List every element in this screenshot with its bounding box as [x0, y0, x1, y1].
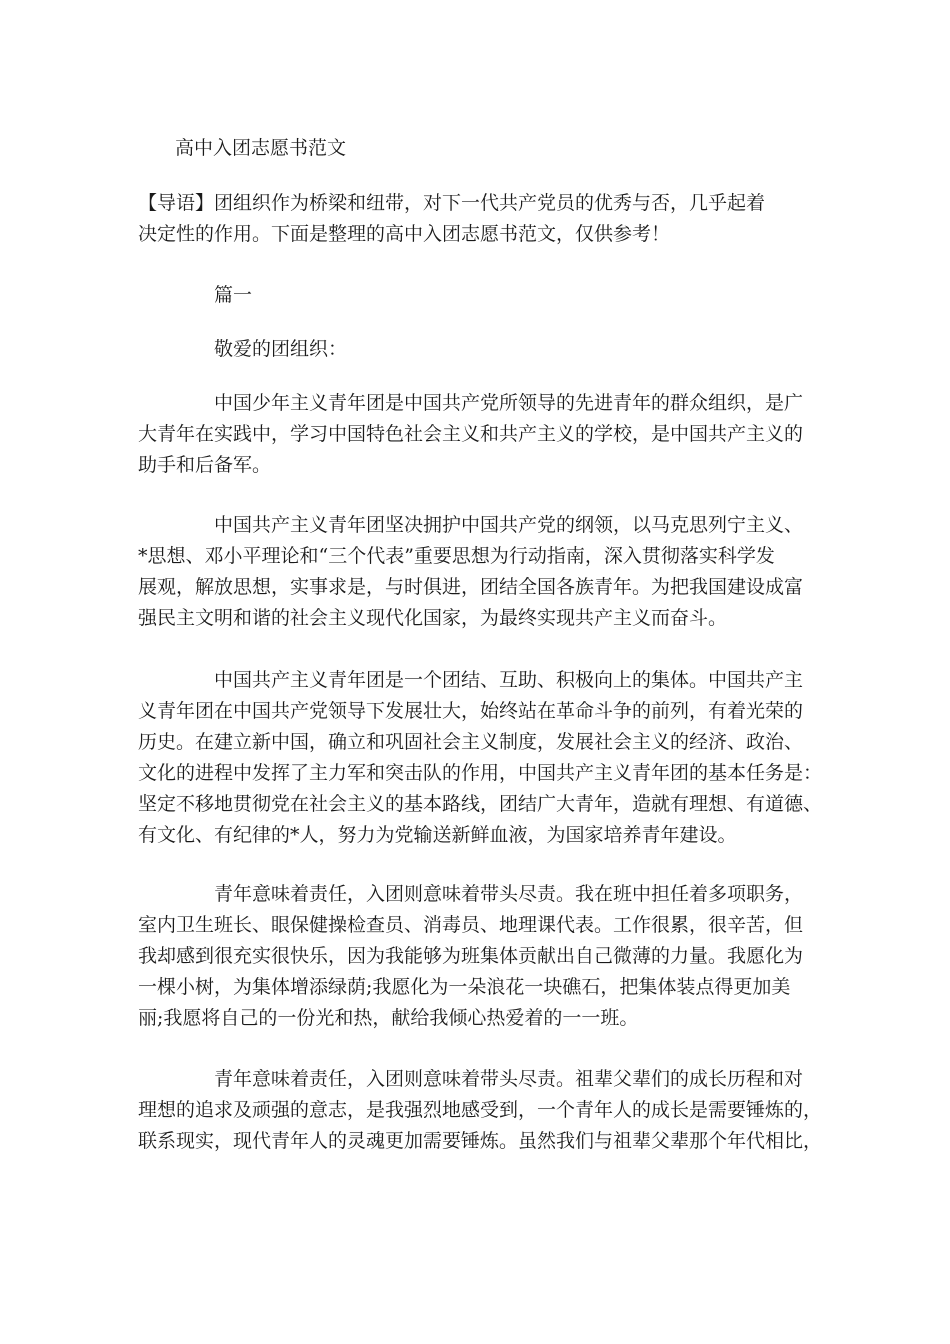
- paragraph-line: 中国少年主义青年团是中国共产党所领导的先进青年的群众组织，是广: [214, 392, 804, 414]
- paragraph-line: 坚定不移地贯彻党在社会主义的基本路线，团结广大青年，造就有理想、有道德、: [138, 793, 823, 815]
- paragraph-line: 有文化、有纪律的*人，努力为党输送新鲜血液，为国家培养青年建设。: [138, 824, 737, 846]
- paragraph-line: *思想、邓小平理论和“三个代表”重要思想为行动指南，深入贯彻落实科学发: [138, 545, 775, 567]
- body-paragraph-2: [138, 510, 822, 634]
- intro-line: 决定性的作用。下面是整理的高中入团志愿书范文，仅供参考！: [138, 223, 671, 245]
- paragraph-line: 历史。在建立新中国，确立和巩固社会主义制度，发展社会主义的经济、政治、: [138, 731, 804, 753]
- paragraph-line: 一棵小树，为集体增添绿荫;我愿化为一朵浪花一块礁石，把集体装点得更加美: [138, 976, 791, 998]
- paragraph-line: 义青年团在中国共产党领导下发展壮大，始终站在革命斗争的前列，有着光荣的: [138, 700, 804, 722]
- paragraph-line: 大青年在实践中，学习中国特色社会主义和共产主义的学校，是中国共产主义的: [138, 423, 804, 445]
- body-paragraph-4: [138, 879, 822, 1034]
- paragraph-line: 中国共产主义青年团坚决拥护中国共产党的纲领，以马克思列宁主义、: [214, 514, 804, 536]
- paragraph-line: 文化的进程中发挥了主力军和突击队的作用，中国共产主义青年团的基本任务是：: [138, 762, 823, 784]
- document-title: 高中入团志愿书范文: [175, 137, 347, 159]
- paragraph-line: 助手和后备军。: [138, 454, 272, 476]
- paragraph-line: 丽;我愿将自己的一份光和热，献给我倾心热爱着的一一班。: [138, 1007, 639, 1029]
- intro-line: 【导语】团组织作为桥梁和纽带，对下一代共产党员的优秀与否，几乎起着: [138, 192, 766, 214]
- paragraph-line: 中国共产主义青年团是一个团结、互助、积极向上的集体。中国共产主: [214, 669, 804, 691]
- paragraph-line: 室内卫生班长、眼保健操检查员、消毒员、地理课代表。工作很累，很辛苦，但: [138, 914, 804, 936]
- section-label: 篇一: [214, 284, 253, 306]
- body-paragraph-5: [138, 1064, 822, 1157]
- paragraph-line: 青年意味着责任，入团则意味着带头尽责。我在班中担任着多项职务，: [214, 883, 804, 905]
- salutation-block: [138, 334, 822, 365]
- paragraph-line: 我却感到很充实很快乐，因为我能够为班集体贡献出自己微薄的力量。我愿化为: [138, 945, 804, 967]
- paragraph-line: 强民主文明和谐的社会主义现代化国家，为最终实现共产主义而奋斗。: [138, 607, 728, 629]
- paragraph-line: 联系现实，现代青年人的灵魂更加需要锤炼。虽然我们与祖辈父辈那个年代相比，: [138, 1130, 823, 1152]
- body-paragraph-1: [138, 388, 822, 481]
- paragraph-line: 理想的追求及顽强的意志，是我强烈地感受到，一个青年人的成长是需要锤炼的，: [138, 1099, 823, 1121]
- paragraph-line: 展观，解放思想，实事求是，与时俱进，团结全国各族青年。为把我国建设成富: [138, 576, 804, 598]
- salutation: 敬爱的团组织：: [214, 338, 348, 360]
- intro-paragraph: [138, 188, 818, 250]
- body-paragraph-3: [138, 665, 822, 851]
- paragraph-line: 青年意味着责任，入团则意味着带头尽责。祖辈父辈们的成长历程和对: [214, 1068, 804, 1090]
- section-label-block: [138, 280, 822, 311]
